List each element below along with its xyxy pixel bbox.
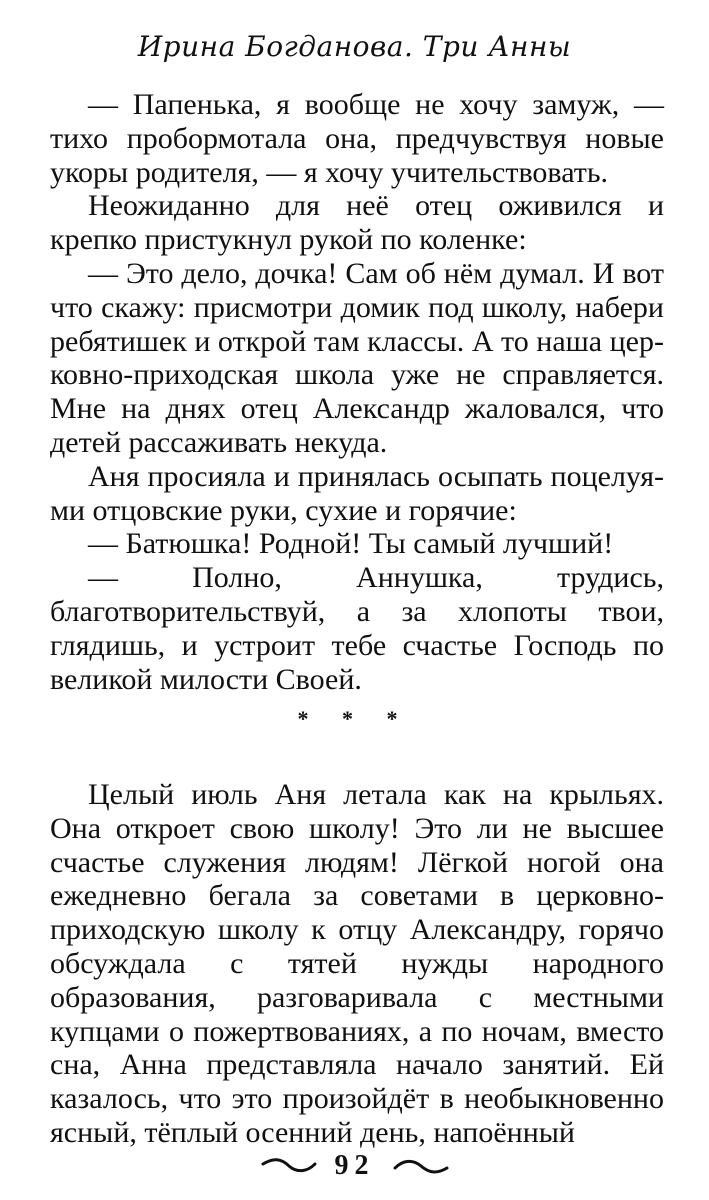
right-swash-ornament-icon [393, 1156, 449, 1176]
paragraph: Аня просияла и принялась осыпать поцелуями отцовские руки, сухие и горячие: [50, 459, 664, 527]
page-footer [0, 1150, 709, 1182]
text-section-2 [50, 778, 664, 1150]
section-separator: * * * [297, 706, 412, 731]
paragraph: — Полно, Аннушка, трудись, благотворительствуй, а за хлопоты твои, глядишь, и устроит тебе счастье Господь по великой милости Своей. [50, 561, 664, 696]
paragraph: — Папенька, я вообще не хочу замуж, — тихо пробормотала она, предчувствуя новые укоры родителя, — я хочу учительствовать. [50, 88, 664, 189]
paragraph: — Это дело, дочка! Сам об нём думал. И вот что скажу: присмотри домик под школу, набери ребятишек и открой там классы. А то наша церковно-приходская школа уже не справляется. Мне на днях отец Александр жаловался, что детей рассаживать некуда. [50, 256, 664, 459]
paragraph: Целый июль Аня летала как на крыльях. Она откроет свою школу! Это ли не высшее счастье служения людям! Лёгкой ногой она ежедневно бегала за советами в церковно-приходскую школу к отцу Александру, горячо обсуждала с тятей нужды народного образования, разговаривала с местными купцами о пожертвованиях, а по ночам, вместо сна, Анна представляла начало занятий. Ей казалось, что это произойдёт в необыкновенно ясный, тёплый осенний день, напоённый [50, 778, 664, 1149]
left-swash-ornament-icon [261, 1156, 317, 1176]
running-header [0, 30, 709, 63]
paragraph: Неожиданно для неё отец оживился и крепко пристукнул рукой по коленке: [50, 189, 664, 257]
paragraph: — Батюшка! Родной! Ты самый лучший! [88, 527, 614, 561]
running-title: Ирина Богданова. Три Анны [137, 30, 572, 63]
text-section-1 [50, 88, 664, 696]
page-number: 92 [334, 1150, 375, 1181]
